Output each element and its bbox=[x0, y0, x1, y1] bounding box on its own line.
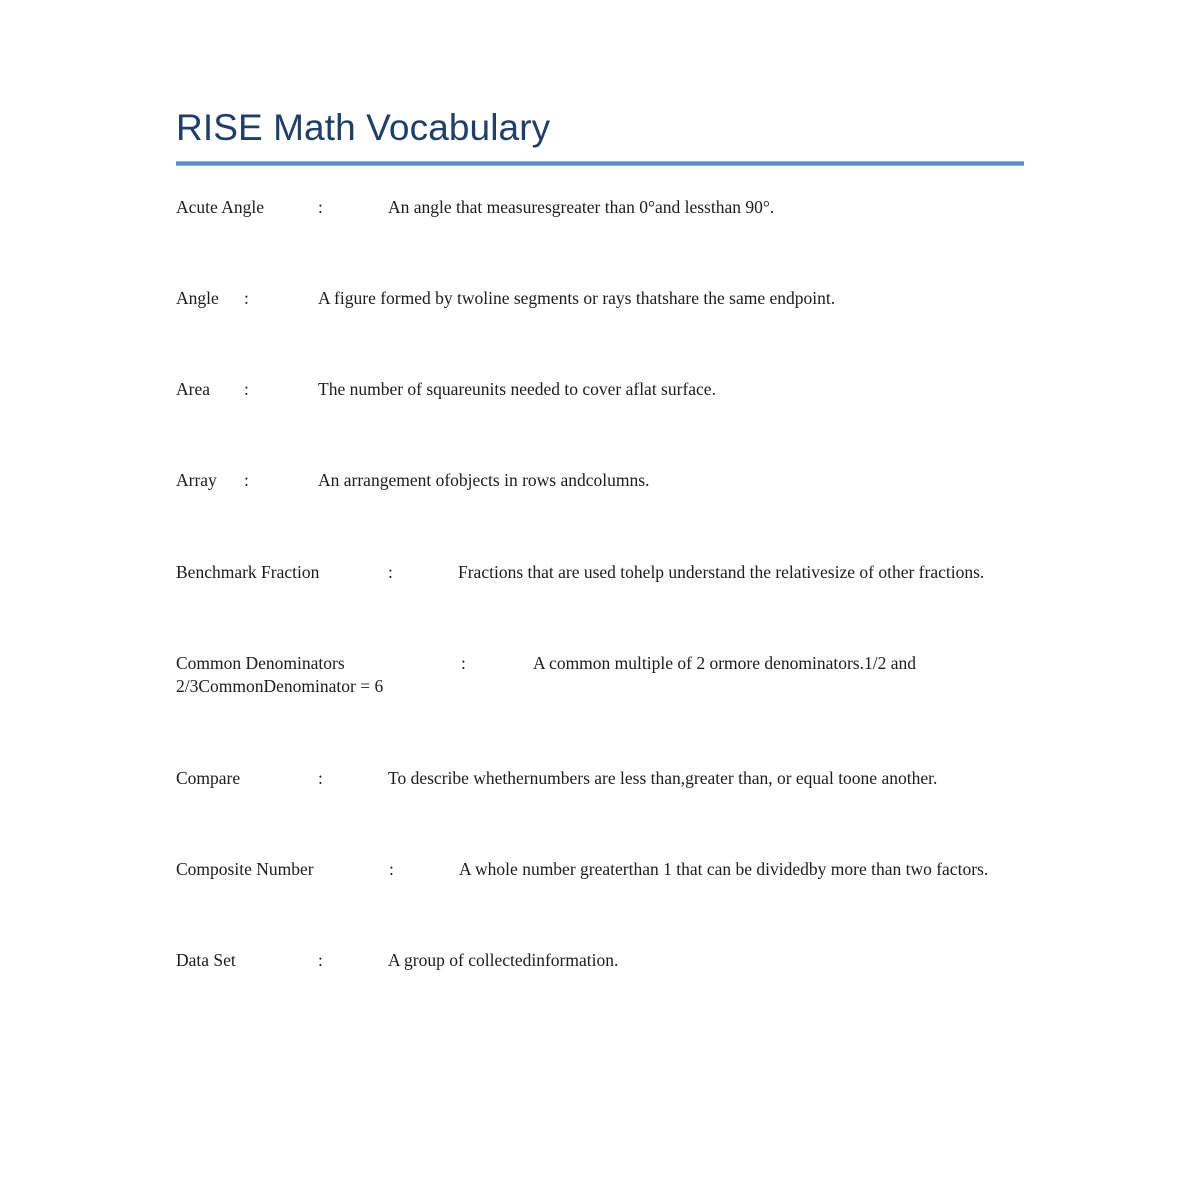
entry-separator: : bbox=[318, 767, 323, 788]
vocabulary-definition: The number of squareunits needed to cover aflat surface. bbox=[318, 379, 716, 400]
vocabulary-term: Acute Angle bbox=[176, 196, 264, 217]
entry-line bbox=[176, 469, 1024, 492]
vocabulary-definition: A common multiple of 2 ormore denominators.1/2 and 2/3CommonDenominator = 6 bbox=[176, 652, 916, 697]
entry-line bbox=[176, 561, 1024, 584]
vocabulary-term: Data Set bbox=[176, 950, 236, 971]
vocabulary-definition: A whole number greaterthan 1 that can be dividedby more than two factors. bbox=[459, 858, 989, 879]
vocabulary-term: Area bbox=[176, 379, 211, 400]
entry-line bbox=[176, 196, 1024, 219]
entry-separator: : bbox=[461, 652, 466, 673]
entry-separator: : bbox=[244, 287, 249, 308]
entry-line bbox=[176, 378, 1024, 401]
vocabulary-entry bbox=[176, 287, 1024, 310]
vocabulary-entry bbox=[176, 858, 1024, 881]
entry-separator: : bbox=[318, 196, 323, 217]
vocabulary-definition: Fractions that are used tohelp understand the relativesize of other fractions. bbox=[458, 561, 985, 582]
vocabulary-term: Compare bbox=[176, 767, 241, 788]
vocabulary-term: Benchmark Fraction bbox=[176, 561, 320, 582]
vocabulary-entry bbox=[176, 561, 1024, 584]
entry-line bbox=[176, 949, 1024, 972]
vocabulary-entry bbox=[176, 469, 1024, 492]
vocabulary-entry bbox=[176, 378, 1024, 401]
entry-line bbox=[176, 287, 1024, 310]
vocabulary-term: Composite Number bbox=[176, 858, 314, 879]
entry-separator: : bbox=[318, 950, 323, 971]
title-divider bbox=[176, 161, 1024, 166]
vocabulary-definition: An angle that measuresgreater than 0°and lessthan 90°. bbox=[388, 196, 775, 217]
vocabulary-term: Common Denominators bbox=[176, 652, 345, 673]
entry-line bbox=[176, 652, 1024, 699]
vocabulary-definition: A figure formed by twoline segments or rays thatshare the same endpoint. bbox=[318, 287, 836, 308]
entry-separator: : bbox=[388, 561, 393, 582]
vocabulary-entry bbox=[176, 196, 1024, 219]
vocabulary-definition: To describe whethernumbers are less than,greater than, or equal toone another. bbox=[388, 767, 938, 788]
vocabulary-definition: An arrangement ofobjects in rows andcolumns. bbox=[318, 470, 650, 491]
entry-separator: : bbox=[244, 470, 249, 491]
vocabulary-entry bbox=[176, 949, 1024, 972]
vocabulary-term: Angle bbox=[176, 287, 219, 308]
page-title: RISE Math Vocabulary bbox=[176, 107, 551, 148]
entry-separator: : bbox=[244, 379, 249, 400]
vocabulary-entry bbox=[176, 652, 1024, 699]
entry-separator: : bbox=[389, 858, 394, 879]
entry-line bbox=[176, 767, 1024, 790]
document-body bbox=[176, 106, 1024, 972]
vocabulary-entry bbox=[176, 767, 1024, 790]
entry-line bbox=[176, 858, 1024, 881]
vocabulary-definition: A group of collectedinformation. bbox=[388, 950, 619, 971]
vocabulary-list bbox=[176, 196, 1024, 973]
vocabulary-term: Array bbox=[176, 470, 217, 491]
